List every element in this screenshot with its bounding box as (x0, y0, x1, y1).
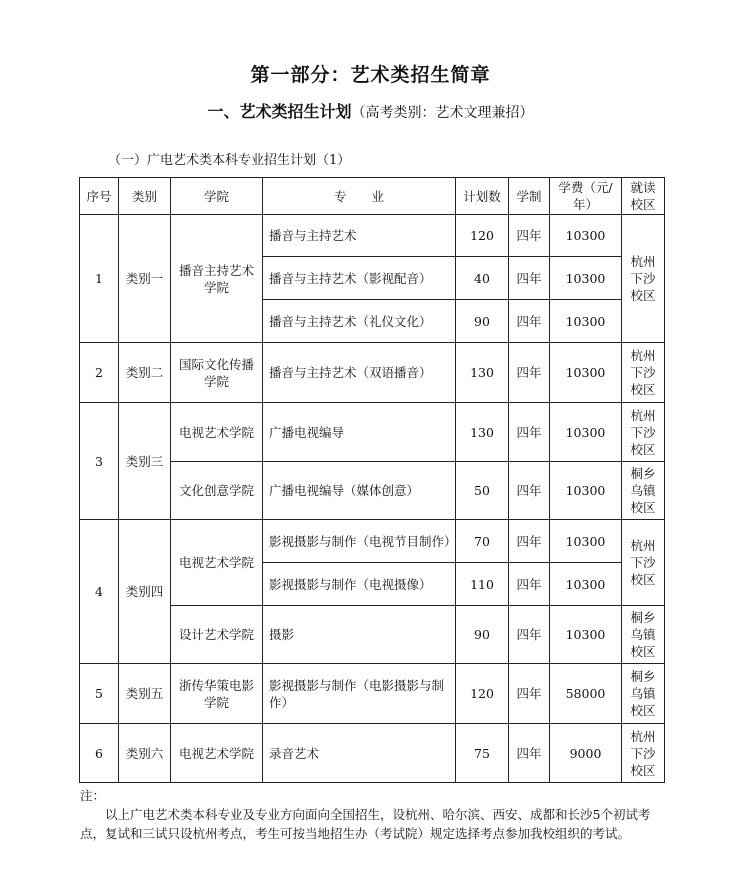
table-row (80, 215, 665, 257)
row-college: 国际文化传播学院 (171, 343, 263, 403)
row-major: 广播电视编导 (263, 403, 456, 462)
row-duration: 四年 (509, 520, 550, 563)
row-campus: 杭州下沙校区 (622, 343, 665, 403)
row-major: 影视摄影与制作（电影摄影与制作） (263, 664, 456, 724)
table-row (80, 403, 665, 462)
row-plan: 130 (456, 403, 509, 462)
header-fee: 学费（元/年） (550, 178, 622, 215)
header-no: 序号 (80, 178, 119, 215)
row-plan: 110 (456, 563, 509, 606)
row-fee: 10300 (550, 300, 622, 343)
row-plan: 90 (456, 300, 509, 343)
row-category: 类别四 (119, 520, 171, 664)
row-no: 4 (80, 520, 119, 664)
section-subtitle (0, 99, 741, 122)
header-major: 专 业 (263, 178, 456, 215)
row-category: 类别一 (119, 215, 171, 343)
notes-label: 注： (80, 788, 106, 803)
row-plan: 120 (456, 664, 509, 724)
enrollment-plan-table (79, 177, 665, 783)
notes-block (80, 786, 665, 843)
row-no: 5 (80, 664, 119, 724)
row-plan: 130 (456, 343, 509, 403)
row-fee: 9000 (550, 724, 622, 783)
table-row (80, 520, 665, 563)
row-campus: 桐乡乌镇校区 (622, 664, 665, 724)
page-title: 第一部分：艺术类招生简章 (250, 64, 491, 86)
row-college: 设计艺术学院 (171, 606, 263, 664)
row-no: 2 (80, 343, 119, 403)
row-fee: 10300 (550, 520, 622, 563)
header-category: 类别 (119, 178, 171, 215)
row-major: 影视摄影与制作（电视节目制作） (263, 520, 456, 563)
row-duration: 四年 (509, 724, 550, 783)
row-duration: 四年 (509, 462, 550, 520)
row-fee: 10300 (550, 215, 622, 257)
row-major: 播音与主持艺术 (263, 215, 456, 257)
row-major: 广播电视编导（媒体创意） (263, 462, 456, 520)
row-plan: 75 (456, 724, 509, 783)
row-category: 类别五 (119, 664, 171, 724)
subtitle-main: 一、艺术类招生计划 (207, 102, 352, 121)
row-no: 1 (80, 215, 119, 343)
row-college: 电视艺术学院 (171, 520, 263, 606)
row-campus: 杭州下沙校区 (622, 403, 665, 462)
row-fee: 10300 (550, 343, 622, 403)
plan-heading: （一）广电艺术类本科专业招生计划（1） (108, 153, 351, 168)
row-fee: 10300 (550, 462, 622, 520)
row-major: 影视摄影与制作（电视摄像） (263, 563, 456, 606)
row-fee: 10300 (550, 257, 622, 300)
table-header-row (80, 178, 665, 215)
row-major: 播音与主持艺术（礼仪文化） (263, 300, 456, 343)
row-plan: 70 (456, 520, 509, 563)
row-campus: 杭州下沙校区 (622, 520, 665, 606)
row-campus: 桐乡乌镇校区 (622, 462, 665, 520)
row-major: 播音与主持艺术（影视配音） (263, 257, 456, 300)
header-college: 学院 (171, 178, 263, 215)
row-plan: 50 (456, 462, 509, 520)
row-college: 电视艺术学院 (171, 403, 263, 462)
row-duration: 四年 (509, 343, 550, 403)
table-row (80, 343, 665, 403)
row-fee: 58000 (550, 664, 622, 724)
row-no: 6 (80, 724, 119, 783)
row-plan: 90 (456, 606, 509, 664)
header-duration: 学制 (509, 178, 550, 215)
row-college: 浙传华策电影学院 (171, 664, 263, 724)
row-duration: 四年 (509, 563, 550, 606)
table-row (80, 724, 665, 783)
row-plan: 120 (456, 215, 509, 257)
row-no: 3 (80, 403, 119, 520)
row-fee: 10300 (550, 563, 622, 606)
row-duration: 四年 (509, 300, 550, 343)
subtitle-category: （高考类别：艺术文理兼招） (351, 105, 534, 121)
row-major: 录音艺术 (263, 724, 456, 783)
row-duration: 四年 (509, 403, 550, 462)
row-fee: 10300 (550, 606, 622, 664)
row-college: 电视艺术学院 (171, 724, 263, 783)
row-plan: 40 (456, 257, 509, 300)
row-college: 文化创意学院 (171, 462, 263, 520)
row-campus: 杭州下沙校区 (622, 215, 665, 343)
row-college: 播音主持艺术学院 (171, 215, 263, 343)
row-duration: 四年 (509, 606, 550, 664)
row-category: 类别二 (119, 343, 171, 403)
row-fee: 10300 (550, 403, 622, 462)
row-duration: 四年 (509, 257, 550, 300)
table-row (80, 664, 665, 724)
notes-text: 以上广电艺术类本科专业及专业方向面向全国招生，设杭州、哈尔滨、西安、成都和长沙5个初试考点，复试和三试只设杭州考点，考生可按当地招生办（考试院）规定选择考点参加我校组织的考试。 (80, 807, 651, 841)
header-campus: 就读校区 (622, 178, 665, 215)
row-category: 类别三 (119, 403, 171, 520)
row-duration: 四年 (509, 664, 550, 724)
row-campus: 杭州下沙校区 (622, 724, 665, 783)
row-campus: 桐乡乌镇校区 (622, 606, 665, 664)
row-major: 摄影 (263, 606, 456, 664)
row-duration: 四年 (509, 215, 550, 257)
header-plan: 计划数 (456, 178, 509, 215)
row-category: 类别六 (119, 724, 171, 783)
row-major: 播音与主持艺术（双语播音） (263, 343, 456, 403)
